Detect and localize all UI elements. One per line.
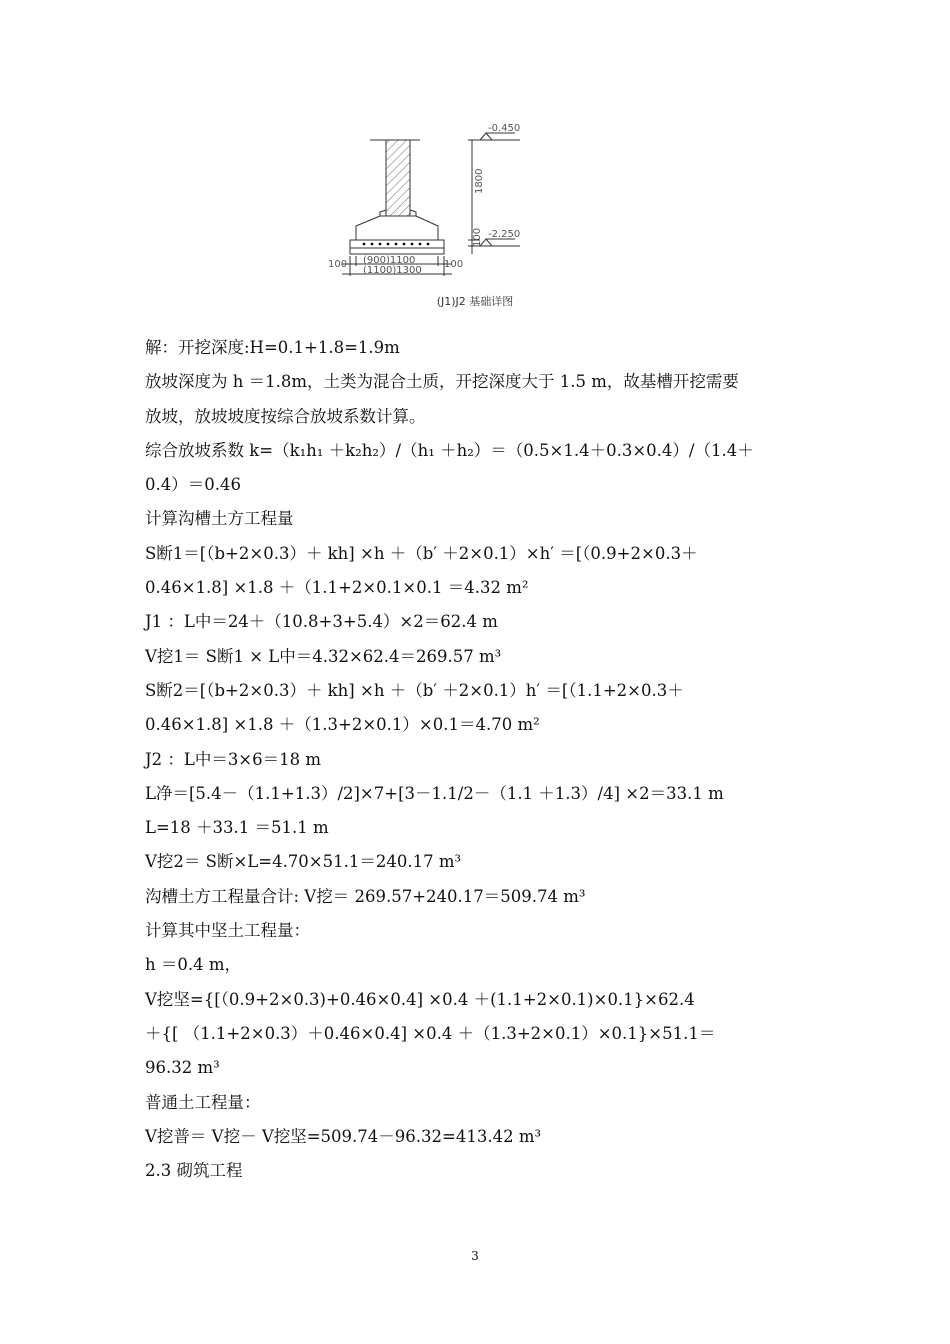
text-line: V挖坚={[（0.9+2×0.3)+0.46×0.4] ×0.4 ＋(1.1+2×0.1)×0.1}×62.4 bbox=[145, 989, 695, 1009]
figure-caption: (J1)J2 基础详图 bbox=[436, 295, 514, 308]
text-line: 计算其中坚土工程量： bbox=[145, 921, 310, 941]
text-line: h ＝0.4 m， bbox=[145, 955, 242, 975]
elev-bottom-label: -2.250 bbox=[488, 229, 521, 240]
text-line: ＋{[ （1.1+2×0.3）＋0.46×0.4] ×0.4 ＋（1.3+2×0.1）×0.1}×51.1＝ bbox=[145, 1023, 716, 1043]
text-line: 普通土工程量： bbox=[145, 1092, 261, 1112]
text-line: 放坡，放坡坡度按综合放坡系数计算。 bbox=[145, 406, 426, 426]
text-line: V挖普＝ V挖－ V挖坚=509.74－96.32=413.42 m³ bbox=[145, 1126, 542, 1146]
dim-right-label: 100 bbox=[444, 259, 464, 270]
text-line: 沟槽土方工程量合计: V挖＝ 269.57+240.17＝509.74 m³ bbox=[145, 886, 586, 906]
text-line: 计算沟槽土方工程量 bbox=[145, 509, 294, 529]
dim-outer-label: (1100)1300 bbox=[363, 265, 422, 276]
text-line: 放坡深度为 h ＝1.8m，土类为混合土质，开挖深度大于 1.5 m，故基槽开挖需要 bbox=[145, 372, 739, 392]
text-line: S断2＝[（b+2×0.3）＋ kh] ×h ＋（b′ ＋2×0.1）h′ ＝[（1.1+2×0.3＋ bbox=[145, 680, 684, 700]
text-line: 0.46×1.8] ×1.8 ＋（1.3+2×0.1）×0.1＝4.70 m² bbox=[145, 715, 540, 735]
text-line: 2.3 砌筑工程 bbox=[145, 1161, 243, 1181]
text-line: 解：开挖深度:H=0.1+1.8=1.9m bbox=[145, 338, 400, 357]
dim-left-label: 100 bbox=[328, 259, 348, 270]
document-body bbox=[145, 331, 815, 1188]
text-line: J2 ：L中＝3×6＝18 m bbox=[145, 749, 322, 769]
text-line: V挖1＝ S断1 × L中＝4.32×62.4＝269.57 m³ bbox=[145, 646, 502, 666]
text-line: 综合放坡系数 k=（k₁h₁ ＋k₂h₂）/（h₁ ＋h₂）＝（0.5×1.4＋0.3×0.4）/（1.4＋ bbox=[145, 440, 754, 460]
text-line: S断1＝[（b+2×0.3）＋ kh] ×h ＋（b′ ＋2×0.1）×h′ ＝[（0.9+2×0.3＋ bbox=[145, 543, 698, 563]
text-line: L=18 ＋33.1 ＝51.1 m bbox=[145, 818, 329, 838]
text-line: 0.4）＝0.46 bbox=[145, 475, 241, 495]
dim-100-label: 100 bbox=[472, 227, 483, 247]
foundation-detail-drawing bbox=[320, 116, 540, 284]
text-line: 96.32 m³ bbox=[145, 1058, 220, 1078]
page-number: 3 bbox=[471, 1249, 479, 1263]
elev-top-label: -0.450 bbox=[488, 123, 521, 134]
text-line: J1 ：L中＝24＋（10.8+3+5.4）×2＝62.4 m bbox=[145, 612, 498, 632]
text-line: V挖2＝ S断×L=4.70×51.1＝240.17 m³ bbox=[145, 852, 462, 872]
text-line: L净＝[5.4－（1.1+1.3）/2]×7+[3－1.1/2－（1.1 ＋1.3）/4] ×2＝33.1 m bbox=[145, 783, 724, 803]
dim-1800-label: 1800 bbox=[474, 168, 485, 194]
text-line: 0.46×1.8] ×1.8 ＋（1.1+2×0.1×0.1 ＝4.32 m² bbox=[145, 578, 529, 598]
dim-inner-label: (900)1100 bbox=[363, 255, 416, 266]
